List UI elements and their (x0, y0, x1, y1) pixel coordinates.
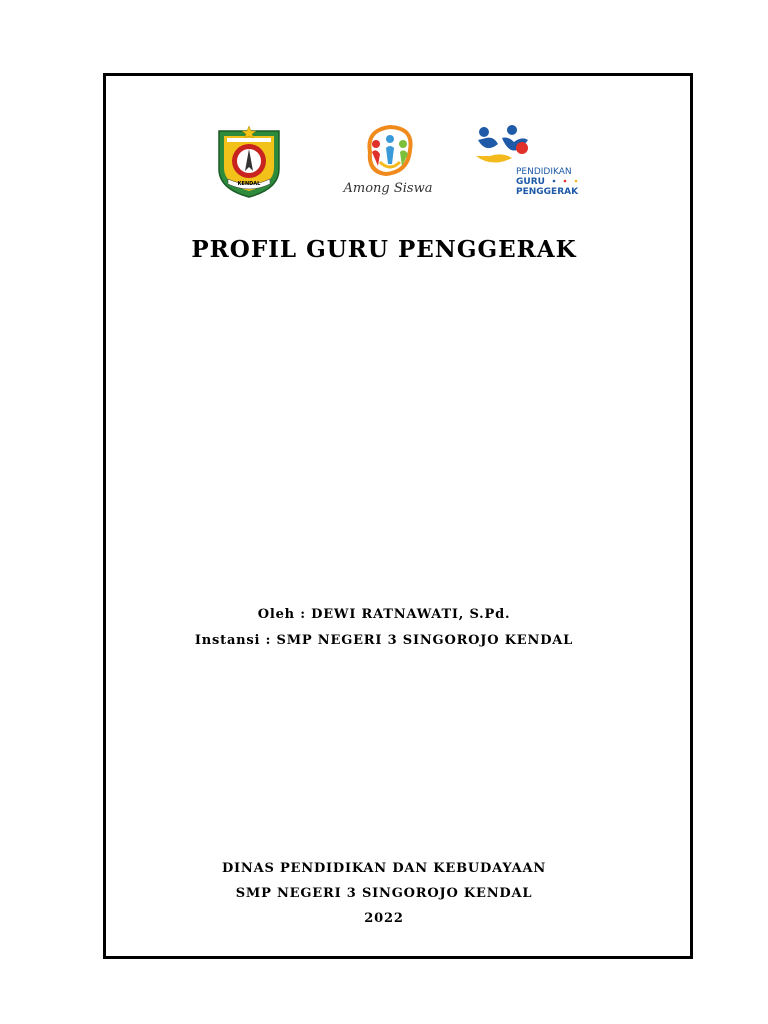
pgp-line3-text: PENGGERAK (516, 187, 579, 197)
page-title: PROFIL GURU PENGGERAK (191, 236, 577, 263)
among-siswa-logo-icon (340, 122, 436, 198)
institution-line-1: DINAS PENDIDIKAN DAN KEBUDAYAAN (221, 861, 547, 876)
kendal-crest-text: KENDAL (237, 181, 261, 187)
page-border (103, 73, 693, 959)
pgp-line2-text: GURU (516, 177, 545, 187)
pgp-line1-text: PENDIDIKAN (516, 167, 572, 177)
kendal-regency-crest-icon (214, 123, 284, 199)
among-siswa-text: Among Siswa (343, 181, 433, 196)
year-text: 2022 (364, 911, 404, 926)
pendidikan-guru-penggerak-logo-icon (472, 122, 587, 198)
author-line: Oleh : DEWI RATNAWATI, S.Pd. (257, 607, 511, 622)
institution-line-2: SMP NEGERI 3 SINGOROJO KENDAL (235, 886, 533, 901)
instansi-line: Instansi : SMP NEGERI 3 SINGOROJO KENDAL (194, 633, 574, 648)
